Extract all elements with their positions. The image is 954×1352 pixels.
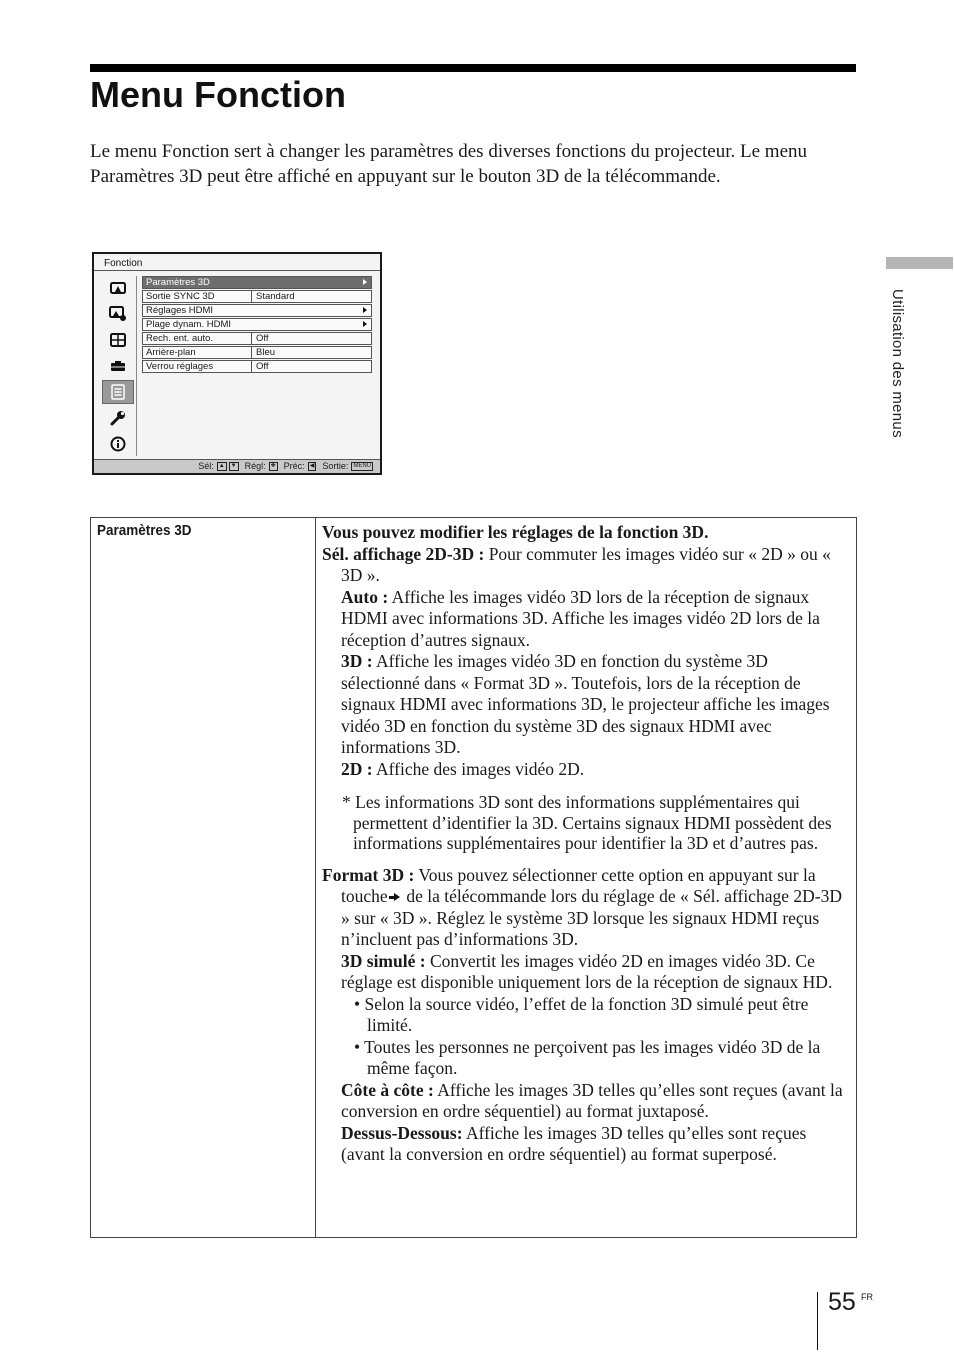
osd-row-rech-ent-auto[interactable] — [142, 332, 372, 345]
footer-sel-label: Sél: — [198, 461, 214, 471]
osd-row-value: Bleu — [256, 347, 276, 358]
picture-adjust-icon[interactable] — [102, 302, 134, 326]
footer-sortie-label: Sortie: — [322, 461, 349, 471]
two-d-label: 2D : — [341, 758, 373, 779]
dessus-dessous-item — [322, 1123, 849, 1166]
auto-text: Affiche les images vidéo 3D lors de la réception de signaux HDMI avec informations 3D. Affiche les images vidéo 2D lors de la réception d’autres signaux. — [341, 586, 820, 650]
format-3d-text-b: de la télécommande lors du réglage de « Sél. affichage 2D-3D » sur « 3D ». Réglez le système 3D lorsque les signaux HDMI reçus n’incluent pas d’informations 3D. — [341, 886, 842, 949]
function-icon[interactable] — [102, 380, 134, 404]
bullet-item: • Selon la source vidéo, l’effet de la fonction 3D simulé peut être limité. — [354, 993, 809, 1035]
page-title: Menu Fonction — [90, 74, 346, 115]
footer-prec-label: Préc: — [283, 461, 305, 471]
format-3d-label: Format 3D : — [322, 864, 415, 885]
two-d-item — [322, 759, 849, 781]
up-down-key-icon: ▲ ▼ — [218, 463, 237, 470]
osd-row-label: Arrière-plan — [146, 347, 196, 358]
table-row-heading: Paramètres 3D — [97, 522, 192, 539]
menu-key-icon: MENU — [353, 463, 371, 469]
osd-row-value: Off — [256, 361, 269, 372]
title-rule — [90, 64, 856, 72]
osd-footer-help — [94, 459, 380, 473]
intro-bold-text: Vous pouvez modifier les réglages de la fonction 3D. — [322, 522, 709, 542]
cote-a-cote-text: Affiche les images 3D telles qu’elles sont reçues (avant la conversion en ordre séquentiel) au format juxtaposé. — [341, 1079, 843, 1121]
table-column-divider — [315, 518, 316, 1237]
osd-row-label: Verrou réglages — [146, 361, 214, 372]
osd-row-value: Off — [256, 333, 269, 344]
three-d-item — [322, 651, 849, 759]
section-tab-marker — [886, 257, 953, 269]
submenu-arrow-icon — [363, 307, 367, 313]
footer-regl-label: Régl: — [244, 461, 266, 471]
bullet-item: • Toutes les personnes ne perçoivent pas les images vidéo 3D de la même façon. — [354, 1036, 821, 1078]
osd-row-value: Standard — [256, 291, 295, 302]
sel-affichage-label: Sél. affichage 2D-3D : — [322, 543, 485, 564]
osd-row-parametres-3d[interactable] — [142, 276, 372, 289]
osd-row-label: Sortie SYNC 3D — [146, 291, 215, 302]
osd-menu-title: Fonction — [104, 258, 143, 269]
setup-icon[interactable] — [102, 354, 134, 378]
three-d-label: 3D : — [341, 651, 373, 671]
two-d-text: Affiche des images vidéo 2D. — [372, 758, 585, 779]
osd-row-label: Rech. ent. auto. — [146, 333, 214, 344]
intro-paragraph: Le menu Fonction sert à changer les paramètres des diverses fonctions du projecteur. Le menu Paramètres 3D peut être affiché en appuyant sur le bouton 3D de la télécommande. — [90, 141, 808, 187]
osd-row-verrou-reglages[interactable] — [142, 360, 372, 373]
osd-row-label: Réglages HDMI — [146, 305, 214, 316]
settings-table — [90, 517, 857, 1238]
osd-icon-divider — [136, 276, 137, 456]
cote-a-cote-label: Côte à côte : — [341, 1079, 434, 1100]
page-language: FR — [861, 1292, 873, 1302]
simule-text: Convertit les images vidéo 2D en images vidéo 3D. Ce réglage est disponible uniquement lors de la réception de signaux HD. — [341, 950, 833, 992]
info-icon[interactable] — [102, 432, 134, 456]
auto-item — [322, 587, 849, 652]
osd-row-separator — [251, 361, 252, 372]
intro-bold — [322, 522, 849, 544]
auto-label: Auto : — [341, 586, 389, 607]
note-3d-info: * Les informations 3D sont des informations supplémentaires qui permettent d’identifier la 3D. Certains signaux HDMI possèdent des informations supplémentaires pour identifier la 3D et d’autres pas. — [342, 792, 832, 853]
dessus-dessous-label: Dessus-Dessous: — [341, 1122, 463, 1143]
section-side-label: Utilisation des menus — [889, 289, 906, 438]
submenu-arrow-icon — [363, 321, 367, 327]
cote-a-cote-item — [322, 1080, 849, 1123]
dessus-dessous-text: Affiche les images 3D telles qu’elles sont reçues (avant la conversion en ordre séquentiel) au format superposé. — [341, 1122, 807, 1164]
osd-row-sortie-sync-3d[interactable] — [142, 290, 372, 303]
right-arrow-icon — [394, 893, 400, 901]
osd-row-label: Paramètres 3D — [146, 277, 210, 288]
sel-affichage-text: Pour commuter les images vidéo sur « 2D » ou « 3D ». — [341, 543, 831, 585]
osd-row-separator — [251, 347, 252, 358]
osd-row-label: Plage dynam. HDMI — [146, 319, 232, 330]
osd-title-divider — [94, 270, 380, 271]
simule-item — [322, 951, 849, 994]
enter-key-icon: ✚ — [270, 463, 276, 469]
screen-icon[interactable] — [102, 328, 134, 352]
osd-row-separator — [251, 291, 252, 302]
format-3d-item — [322, 865, 849, 951]
osd-row-arriere-plan[interactable] — [142, 346, 372, 359]
osd-menu-screenshot — [92, 252, 382, 475]
simule-label: 3D simulé : — [341, 950, 426, 971]
left-key-icon: ◀ — [309, 463, 315, 469]
osd-row-reglages-hdmi[interactable] — [142, 304, 372, 317]
submenu-arrow-icon — [363, 279, 367, 285]
table-row-description — [322, 522, 849, 1166]
picture-icon[interactable] — [102, 276, 134, 300]
osd-row-separator — [251, 333, 252, 344]
format-3d-text-a: Vous pouvez sélectionner cette option en appuyant sur la touche — [341, 864, 816, 906]
sel-affichage-item — [322, 544, 849, 587]
osd-row-plage-dynam-hdmi[interactable] — [142, 318, 372, 331]
wrench-icon[interactable] — [102, 406, 134, 430]
page-number-rule — [817, 1292, 818, 1350]
page-number: 55 — [828, 1288, 856, 1316]
three-d-text: Affiche les images vidéo 3D en fonction du système 3D sélectionné dans « Format 3D ». Toutefois, lors de la réception de signaux HDMI avec informations 3D, le projecteur affiche les images vidéo 3D en fonction du système 3D des signaux HDMI avec informations 3D. — [341, 651, 830, 757]
